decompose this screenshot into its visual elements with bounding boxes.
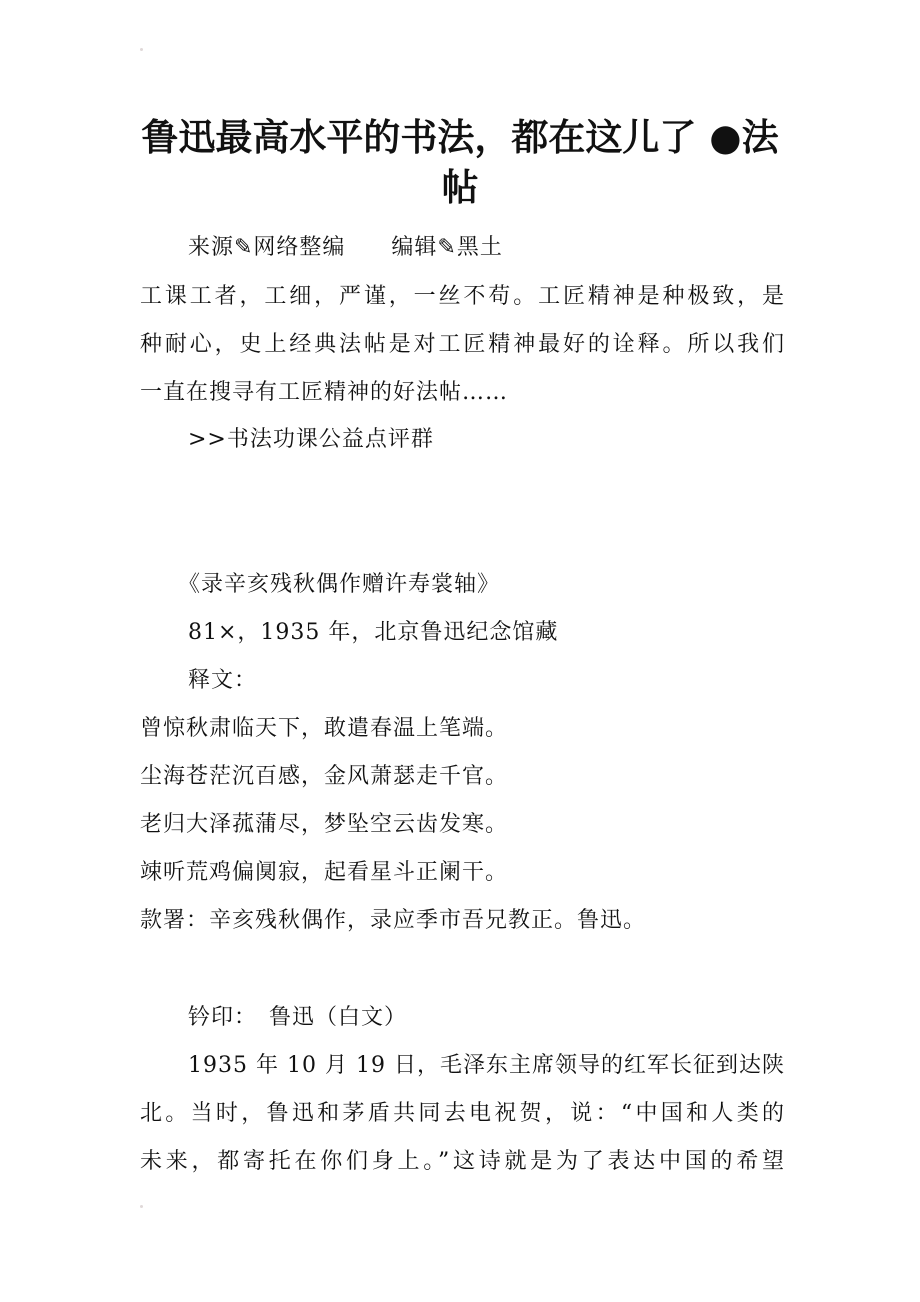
poem-line: 尘海苍茫沉百感，金风萧瑟走千官。 [140,764,509,789]
corner-mark [140,1205,143,1208]
intro-line: 工课工者，工细，严谨，一丝不苟。工匠精神是种极致，是 [140,284,785,309]
body-line: 未来，都寄托在你们身上。”这诗就是为了表达中国的希望 [140,1149,785,1174]
intro-line: 一直在搜寻有工匠精神的好法帖…… [140,380,509,405]
corner-mark [140,48,143,51]
title-line-2: 帖 [441,165,479,209]
body-line: 北。当时，鲁迅和茅盾共同去电祝贺，说：“中国和人类的 [140,1101,785,1126]
work-title: 《录辛亥残秋偶作赠许寿裳轴》 [178,572,501,597]
byline: 来源✎网络整编 编辑✎黑土 [188,235,503,260]
inscription-line: 款署：辛亥残秋偶作，录应季市吾兄教正。鲁迅。 [140,908,647,933]
title-line-1: 鲁迅最高水平的书法，都在这儿了 ●法 [141,115,779,159]
seal-info: 钤印： 鲁迅（白文） [188,1005,408,1030]
work-info: 81×，1935 年，北京鲁迅纪念馆藏 [188,620,559,645]
page-title [130,112,790,212]
poem-line: 竦听荒鸡偏阒寂，起看星斗正阑干。 [140,860,509,885]
body-line: 1935 年 10 月 19 日，毛泽东主席领导的红军长征到达陕 [188,1053,785,1078]
intro-line: 种耐心，史上经典法帖是对工匠精神最好的诠释。所以我们 [140,332,785,357]
transcription-label: 释文： [188,668,258,693]
community-link[interactable]: >>书法功课公益点评群 [188,427,434,452]
poem-line: 曾惊秋肃临天下，敢遣春温上笔端。 [140,716,509,741]
poem-line: 老归大泽菰蒲尽，梦坠空云齿发寒。 [140,812,509,837]
